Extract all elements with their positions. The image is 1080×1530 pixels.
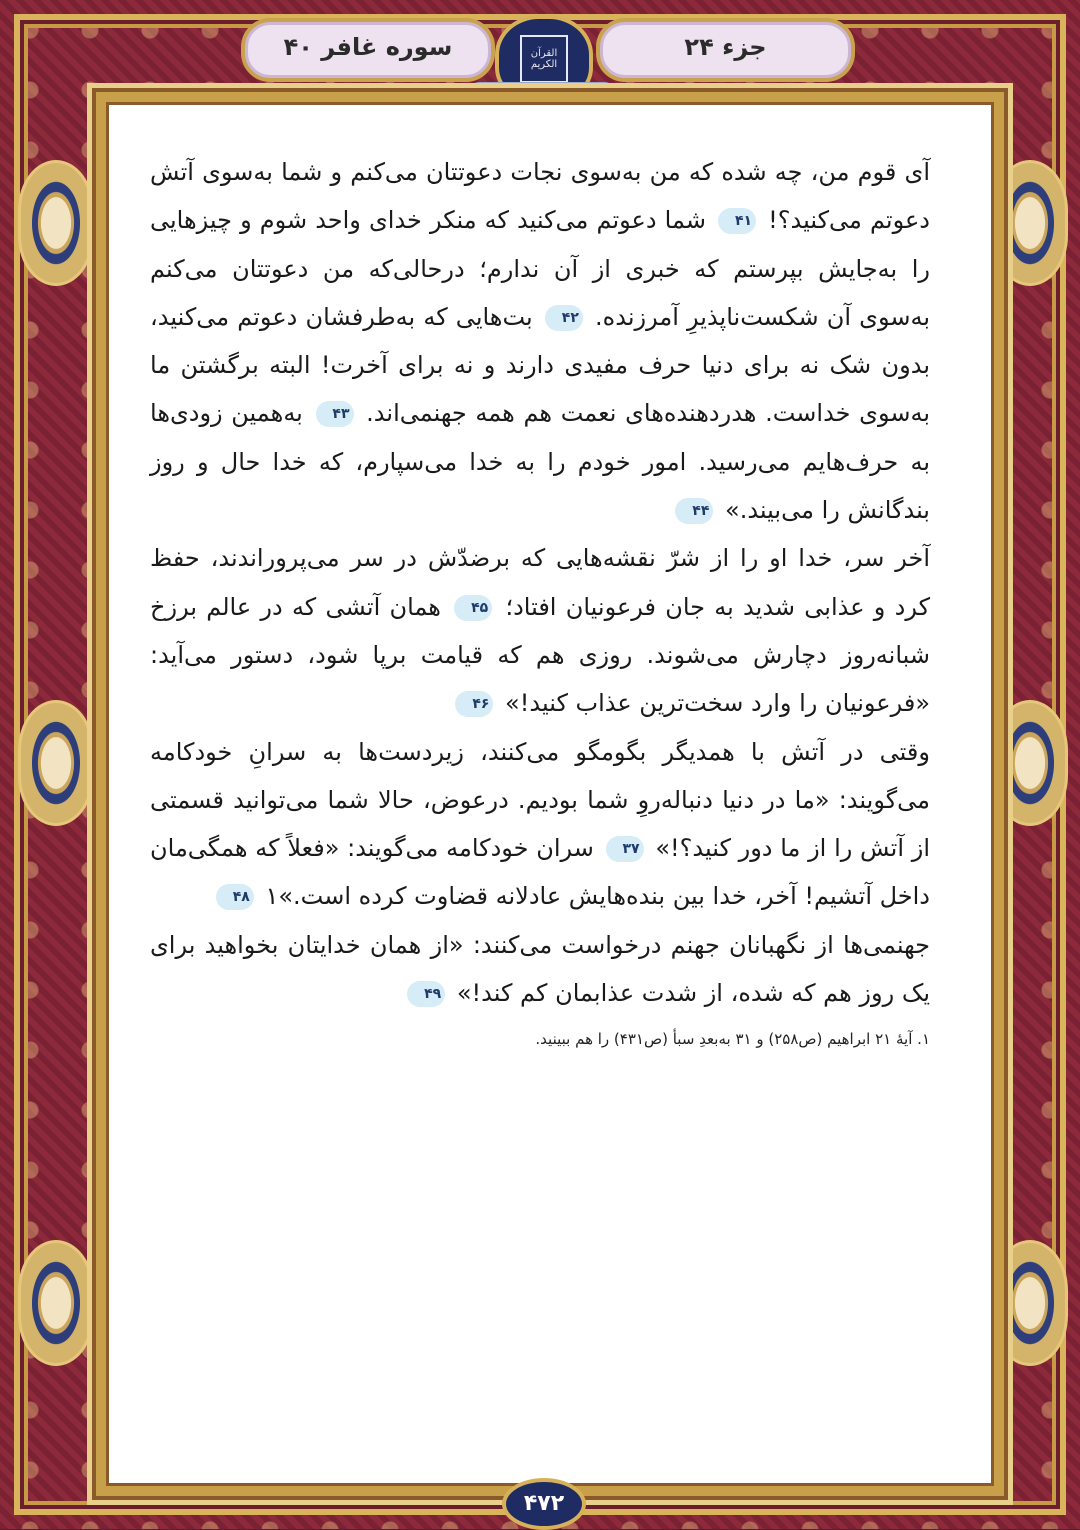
paragraph-2: آخر سر، خدا او را از شرّ نقشه‌هایی که برضدّش در سر می‌پروراندند، حفظ کرد و عذابی شدید به جان فرعونیان افتاد؛ ۴۵ همان آتشی که در عالم برزخ شبانه‌روز دچارش می‌شوند. روزی هم که قیامت برپا شود، دستور می‌آید: «فرعونیان را وارد سخت‌ترین عذاب کنید!» ۴۶ bbox=[150, 544, 930, 718]
verse-number-badge: ۴۳ bbox=[316, 401, 354, 427]
verse-number-badge: ۴۵ bbox=[454, 595, 492, 621]
verse-number-badge: ۴۹ bbox=[407, 981, 445, 1007]
paragraph-4: جهنمی‌ها از نگهبانان جهنم درخواست می‌کنند: «از همان خدایتان بخواهید برای یک روز هم که شده، از شدت عذابمان کم کند!» ۴۹ bbox=[150, 930, 930, 1008]
verse-number-badge: ۳۷ bbox=[606, 836, 644, 862]
surah-cartouche bbox=[245, 22, 491, 78]
verse-number-badge: ۴۱ bbox=[718, 208, 756, 234]
left-medallion-middle bbox=[18, 700, 94, 826]
juz-cartouche bbox=[600, 22, 851, 78]
left-medallion-top bbox=[18, 160, 94, 286]
surah-title: سوره غافر ۴۰ bbox=[283, 33, 453, 61]
juz-title: جزء ۲۴ bbox=[684, 33, 767, 61]
page-number: ۴۷۲ bbox=[502, 1478, 586, 1530]
paragraph-1: آی قوم من، چه شده که من به‌سوی نجات دعوتتان می‌کنم و شما به‌سوی آتش دعوتم می‌کنید؟! ۴۱ شما دعوتم می‌کنید که منکر خدای واحد شوم و چیزهایی را به‌جایش بپرستم که خبری از آن ندارم؛ درحالی‌که من دعوتتان می‌کنم به‌سوی آن شکست‌ناپذیرِ آمرزنده. ۴۲ بت‌هایی که به‌طرفشان دعوتم می‌کنید، بدون شک نه برای دنیا حرف مفیدی دارند و نه برای آخرت! البته برگشتن ما به‌سوی خداست. هدردهنده‌های نعمت هم همه جهنمی‌اند. ۴۳ به‌همین زودی‌ها به حرف‌هایم می‌رسید. امور خودم را به خدا می‌سپارم، که خدا حال و روز بندگانش را می‌بیند.» ۴۴ bbox=[150, 158, 931, 525]
translation-text bbox=[150, 148, 930, 1017]
footnote: ۱. آیهٔ ۲۱ ابراهیم (ص۲۵۸) و ۳۱ به‌بعدِ سبأ (ص۴۳۱) را هم ببینید. bbox=[535, 1030, 930, 1048]
verse-number-badge: ۴۴ bbox=[675, 498, 713, 524]
verse-number-badge: ۴۶ bbox=[455, 691, 493, 717]
seal-calligraphy: القرآن الكريم bbox=[520, 35, 568, 83]
left-medallion-bottom bbox=[18, 1240, 94, 1366]
verse-number-badge: ۴۸ bbox=[216, 884, 254, 910]
paragraph-3: وقتی در آتش با همدیگر بگومگو می‌کنند، زیردست‌ها به سرانِ خودکامه می‌گویند: «ما در دنیا دنباله‌روِ شما بودیم. درعوض، حالا شما می‌توانید قسمتی از آتش را از ما دور کنید؟!» ۳۷ سران خودکامه می‌گویند: «فعلاً که همگی‌مان داخل آتشیم! آخر، خدا بین بنده‌هایش عادلانه قضاوت کرده است.»۱ ۴۸ bbox=[150, 737, 930, 911]
verse-number-badge: ۴۲ bbox=[545, 305, 583, 331]
